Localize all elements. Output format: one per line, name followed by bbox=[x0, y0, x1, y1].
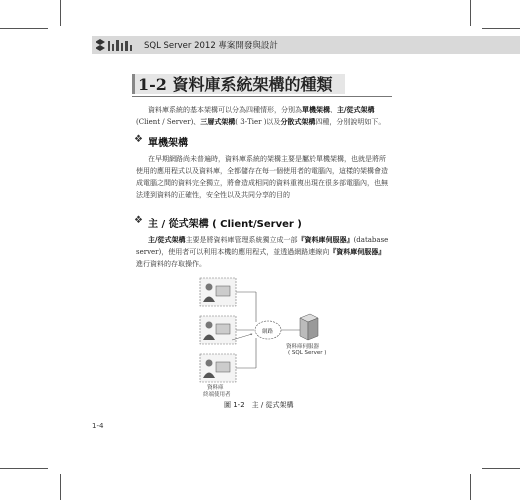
figure-caption: 圖 1-2 主 / 從式架構 bbox=[224, 401, 294, 409]
crop-mark bbox=[0, 28, 48, 29]
diamond-bullet-icon: ❖ bbox=[134, 215, 143, 226]
database-server-icon bbox=[300, 314, 318, 340]
crop-mark bbox=[60, 474, 61, 500]
client-box-2 bbox=[200, 316, 236, 344]
client-box-3 bbox=[200, 354, 236, 382]
client-label-line1: 資料庫 bbox=[207, 385, 224, 391]
client-box-1 bbox=[200, 278, 236, 306]
client-label-line2: 終端使用者 bbox=[203, 392, 231, 398]
running-header-title: SQL Server 2012 專案開發與設計 bbox=[144, 41, 278, 51]
crop-mark bbox=[470, 0, 471, 26]
subsection-title-standalone: 單機架構 bbox=[148, 138, 188, 149]
crop-mark bbox=[60, 0, 61, 26]
server-label-line2: ( SQL Server ) bbox=[288, 350, 327, 356]
page-number: 1-4 bbox=[92, 422, 104, 430]
subsection-title-client-server: 主 / 從式架構 ( Client/Server ) bbox=[148, 219, 302, 230]
crop-mark bbox=[0, 468, 48, 469]
standalone-paragraph: 在早期網路尚未普遍時，資料庫系統的架構主要是屬於單機架構，也就是將所使用的應用程式以及資料庫，全都儲存在每一個使用者的電腦內，這樣的架構會造成電腦之間的資料完全獨立，將會造成相同的資料重複出現在很多部電腦內，也無法達到資料的正確性，安全性以及共同分享的目的 bbox=[136, 155, 388, 199]
network-label: 網路 bbox=[262, 329, 274, 335]
diamond-bullet-icon: ❖ bbox=[134, 134, 143, 145]
crop-mark bbox=[470, 474, 471, 500]
book-logo-icon bbox=[96, 38, 142, 52]
heading-rule bbox=[132, 96, 392, 97]
section-heading: 1-2 資料庫系統架構的種類 bbox=[138, 75, 333, 94]
crop-mark bbox=[482, 28, 520, 29]
intro-paragraph: 資料庫系統的基本架構可以分為四種情形，分別為單機架構、主/從式架構(Client / Server)、三層式架構( 3-Tier )以及分散式架構四種，分別說明如下。 bbox=[136, 105, 386, 126]
client-server-paragraph: 主/從式架構主要是將資料庫管理系統獨立成一部『資料庫伺服器』(database server)，使用者可以利用本機的應用程式，並透過網路連線向『資料庫伺服器』進行資料的存取操作。 bbox=[136, 235, 389, 268]
server-label-line1: 資料庫伺服器 bbox=[286, 344, 320, 350]
crop-mark bbox=[482, 468, 520, 469]
